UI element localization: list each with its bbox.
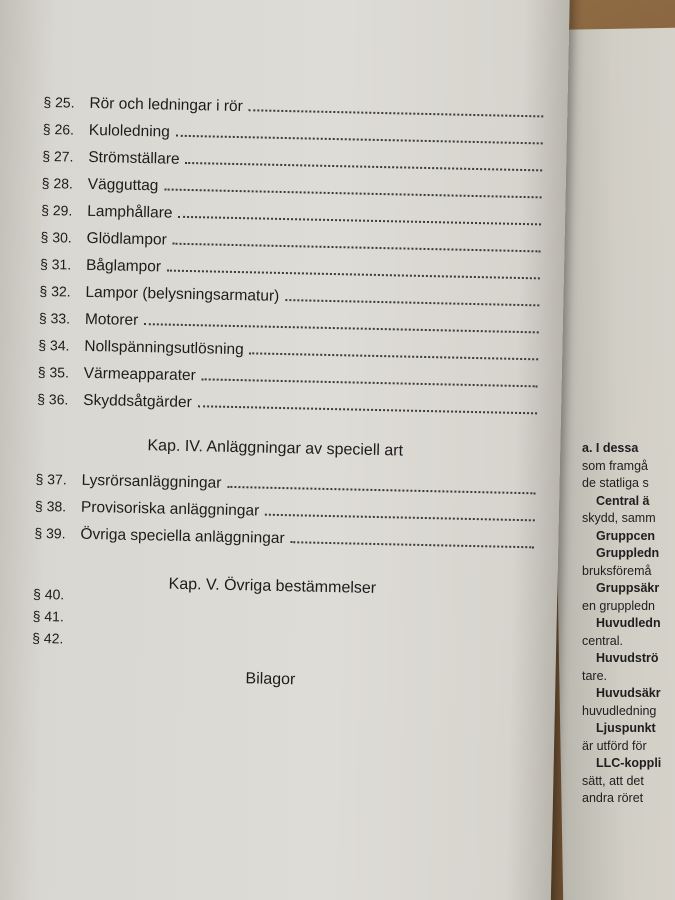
- leader-dots: [198, 405, 537, 414]
- right-line: andra röret: [582, 791, 644, 805]
- right-line: sätt, att det: [582, 773, 644, 788]
- section-number: § 33.: [38, 309, 71, 327]
- leader-dots: [173, 243, 541, 253]
- right-line: skydd, samm: [582, 511, 656, 525]
- section-number: § 30.: [40, 228, 72, 246]
- section-number: § 35.: [37, 363, 70, 381]
- right-line: Gruppsäkr: [596, 581, 660, 595]
- leader-dots: [176, 135, 543, 145]
- section-title: Glödlampor: [86, 229, 167, 249]
- leader-dots: [144, 323, 539, 333]
- section-title: Värmeapparater: [83, 364, 196, 385]
- right-line: central.: [582, 633, 623, 648]
- chapter-heading: Kap. V. Övriga bestämmelser: [168, 575, 377, 598]
- leader-dots: [186, 162, 543, 171]
- right-line: är utförd för: [582, 738, 647, 753]
- right-line: Central ä: [596, 493, 650, 508]
- right-line: Huvudströ: [596, 651, 659, 665]
- section-number: § 37.: [35, 470, 67, 488]
- leader-dots: [178, 216, 541, 226]
- leader-dots: [202, 378, 538, 387]
- appendix-heading: Bilagor: [245, 670, 296, 689]
- section-number: § 25.: [43, 93, 75, 111]
- right-line: de statliga s: [582, 476, 649, 490]
- section-number: § 29.: [41, 201, 73, 219]
- leader-dots: [164, 188, 541, 198]
- right-line: Gruppledn: [596, 546, 660, 560]
- section-number: § 40.: [32, 585, 65, 603]
- right-line: Gruppcen: [596, 528, 656, 543]
- right-line: Huvudledn: [596, 616, 661, 630]
- section-title: Lamphållare: [86, 202, 173, 222]
- section-title: Lampor (belysningsarmatur): [85, 283, 280, 305]
- section-title: Motorer: [84, 310, 139, 329]
- right-line: Ljuspunkt: [596, 721, 656, 735]
- section-number: § 28.: [41, 174, 74, 192]
- section-title: Nollspänningsutlösning: [84, 337, 244, 359]
- section-number: § 31.: [39, 255, 72, 273]
- section-number: § 32.: [39, 282, 71, 300]
- right-line: Huvudsäkr: [596, 686, 661, 700]
- section-number: § 27.: [42, 147, 74, 165]
- section-number: § 38.: [34, 497, 67, 515]
- leader-dots: [249, 109, 544, 117]
- section-number: § 42.: [32, 629, 64, 647]
- leader-dots: [227, 486, 535, 494]
- right-line: en gruppledn: [582, 598, 655, 613]
- right-line: bruksföremå: [582, 563, 652, 578]
- section-title: Rör och ledningar i rör: [89, 94, 243, 116]
- section-number: § 39.: [34, 524, 66, 542]
- leader-dots: [265, 514, 535, 522]
- right-line: LLC-koppli: [596, 756, 662, 770]
- right-line: a. I dessa: [582, 441, 639, 455]
- leader-dots: [290, 541, 534, 548]
- section-title: Kuloledning: [88, 121, 171, 141]
- chapter-heading: Kap. IV. Anläggningar av speciell art: [147, 437, 404, 460]
- right-line: som framgå: [582, 458, 648, 473]
- leader-dots: [285, 299, 539, 306]
- section-title: Övriga speciella anläggningar: [80, 525, 285, 548]
- leader-dots: [167, 270, 540, 280]
- section-number: § 36.: [37, 390, 69, 408]
- right-line: tare.: [582, 668, 608, 683]
- section-title: Vägguttag: [87, 175, 159, 195]
- section-title: Skyddsåtgärder: [83, 391, 192, 412]
- right-page-text: [582, 440, 675, 808]
- section-title: Lysrörsanläggningar: [81, 471, 222, 492]
- section-number: § 41.: [32, 607, 64, 625]
- section-title: Båglampor: [85, 256, 162, 276]
- section-title: Strömställare: [88, 148, 180, 168]
- section-title: Provisoriska anläggningar: [80, 498, 260, 520]
- section-number: § 34.: [38, 336, 70, 354]
- leader-dots: [250, 352, 539, 360]
- right-line: huvudledning: [582, 703, 657, 718]
- section-number: § 26.: [42, 120, 75, 138]
